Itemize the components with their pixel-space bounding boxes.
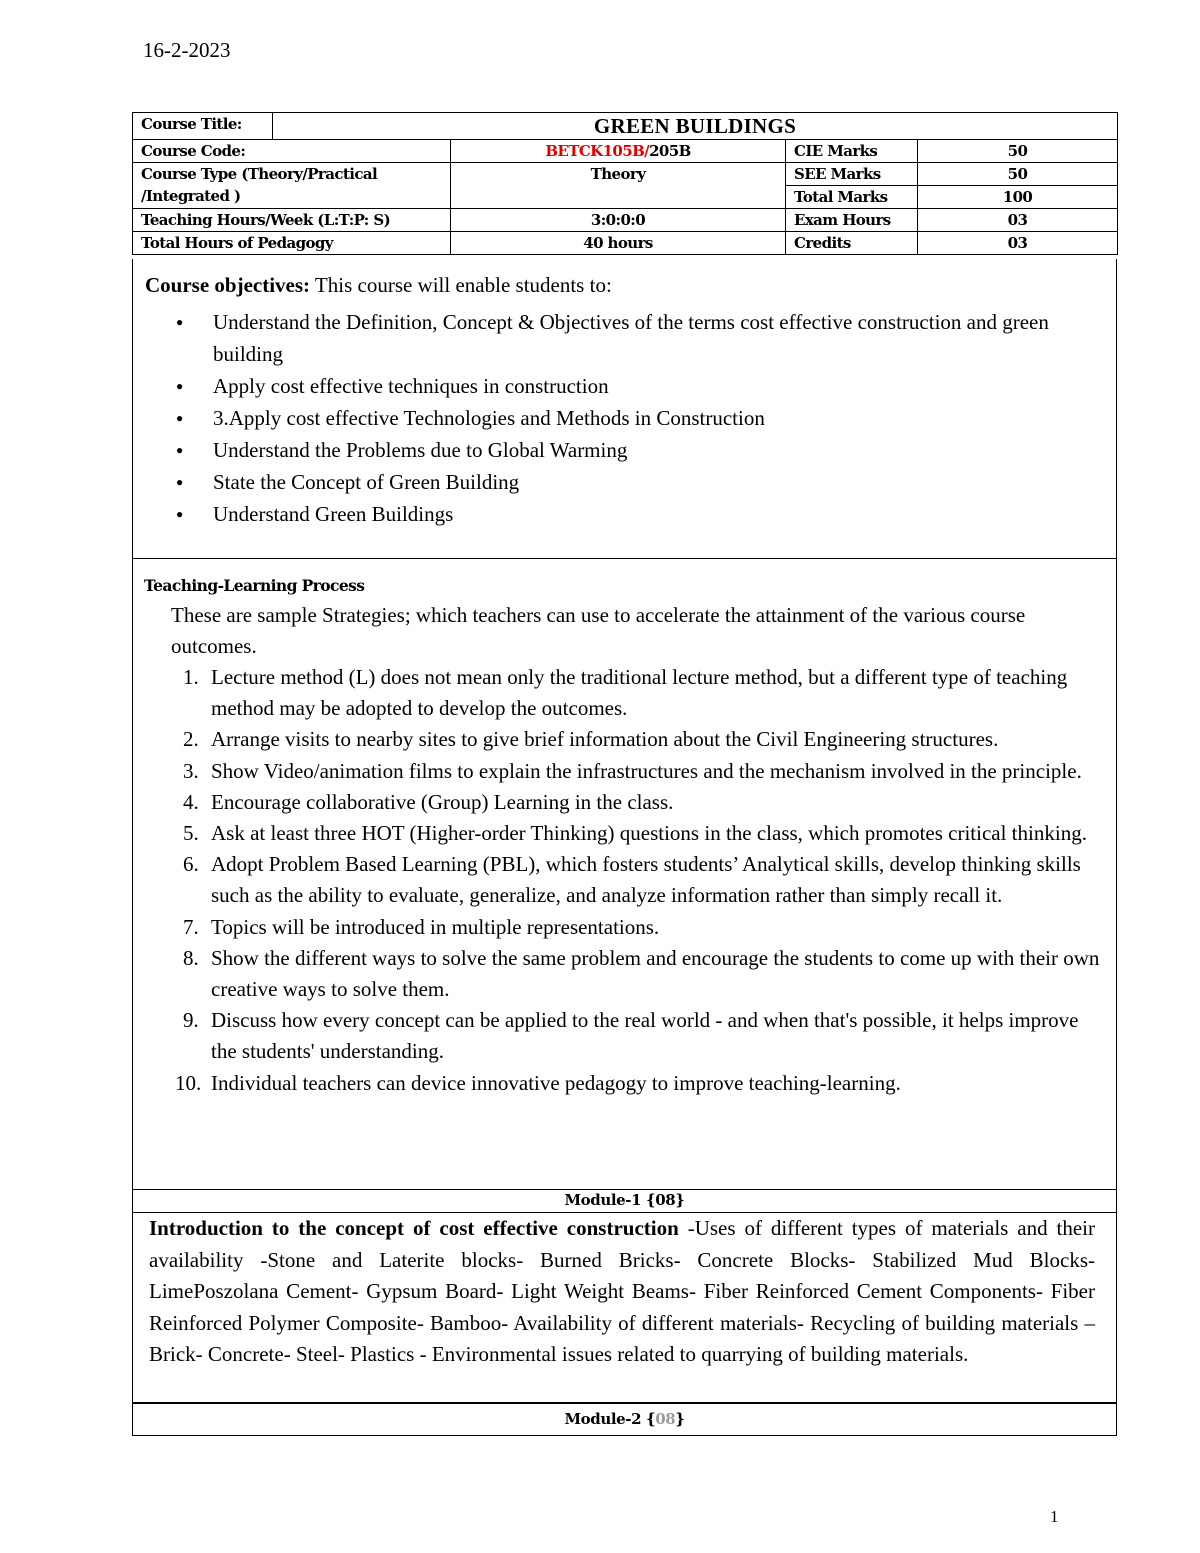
strategy-number: 4. — [183, 789, 199, 814]
credits-value: 03 — [918, 232, 1118, 255]
module-2-hours: 08 — [655, 1410, 676, 1428]
strategy-text: Lecture method (L) does not mean only the traditional lecture method, but a different type of teaching method may be adopted to develop the outcomes. — [211, 665, 1068, 721]
strategy-text: Arrange visits to nearby sites to give brief information about the Civil Engineering structures. — [211, 727, 999, 752]
course-title-label: Course Title: — [133, 113, 273, 140]
page-number: 1 — [1050, 1507, 1059, 1526]
strategy-text: Individual teachers can device innovative pedagogy to improve teaching-learning. — [211, 1070, 901, 1095]
strategy-item — [183, 1005, 1101, 1067]
objective-item: ● Understand the Problems due to Global Warming — [145, 434, 1093, 466]
strategy-number: 5. — [183, 821, 199, 846]
module-2-heading — [132, 1402, 1117, 1436]
page-date: 16-2-2023 — [143, 38, 231, 62]
strategy-text: Topics will be introduced in multiple representations. — [211, 914, 660, 939]
strategy-number: 3. — [183, 758, 199, 783]
strategy-number: 1. — [183, 665, 199, 689]
teaching-learning-heading: Teaching-Learning Process — [144, 576, 365, 595]
strategy-number: 10. — [175, 1070, 202, 1095]
strategy-text: Show the different ways to solve the same problem and encourage the students to come up with their own creative ways to solve them. — [211, 945, 1100, 1002]
strategy-number: 9. — [183, 1008, 199, 1033]
credits-label: Credits — [786, 232, 918, 255]
strategy-item — [183, 662, 1101, 724]
cie-marks-value: 50 — [918, 140, 1118, 163]
pedagogy-value: 40 hours — [451, 232, 786, 255]
course-title: GREEN BUILDINGS — [273, 113, 1118, 140]
course-code-alt: 205B — [649, 142, 691, 160]
exam-hours-value: 03 — [918, 209, 1118, 232]
objective-item: ● Understand the Definition, Concept & Objectives of the terms cost effective construction and green building — [145, 306, 1093, 370]
see-marks-label: SEE Marks — [786, 163, 918, 186]
teaching-strategies-list — [175, 662, 1101, 1099]
course-info-table — [132, 112, 1118, 255]
objectives-list — [145, 306, 1093, 530]
strategy-number: 6. — [183, 852, 199, 877]
strategy-item — [183, 849, 1101, 911]
strategy-text: Encourage collaborative (Group) Learning in the class. — [211, 789, 674, 814]
strategy-number: 2. — [183, 727, 199, 752]
objective-item: ● Apply cost effective techniques in construction — [145, 370, 1093, 402]
module-1-heading: Module-1 {08} — [132, 1189, 1117, 1213]
strategy-item — [183, 943, 1101, 1005]
strategy-item — [183, 818, 1101, 849]
module-1-body: -Uses of different types of materials and their availability -Stone and Laterite blocks- Burned Bricks- Concrete Blocks- Stabilized Mud Blocks- LimePoszolana Cement- Gypsum Board- Light Weight Beams- Fiber Reinforced Cement Components- Fiber Reinforced Polymer Composite- Bamboo- Availability of different materials- Recycling of building materials – Brick- Concrete- Steel- Plastics - Environmental issues related to quarrying of building materials. — [149, 1216, 1095, 1366]
total-marks-value: 100 — [918, 186, 1118, 209]
strategy-item — [183, 724, 1101, 755]
course-type-value: Theory — [451, 163, 786, 209]
teaching-hours-label: Teaching Hours/Week (L:T:P: S) — [133, 209, 451, 232]
strategy-item — [183, 756, 1101, 787]
course-objectives-section — [132, 259, 1117, 559]
see-marks-value: 50 — [918, 163, 1118, 186]
module-2-label: Module-2 { — [564, 1410, 656, 1428]
module-1-text — [149, 1213, 1095, 1371]
strategy-text: Show Video/animation films to explain the infrastructures and the mechanism involved in the principle. — [211, 758, 1082, 783]
strategy-text: Adopt Problem Based Learning (PBL), which fosters students’ Analytical skills, develop thinking skills such as the ability to evaluate, generalize, and analyze information rather than simply recall it. — [211, 852, 1081, 908]
strategy-item — [183, 912, 1101, 943]
pedagogy-label: Total Hours of Pedagogy — [133, 232, 451, 255]
course-type-label: Course Type (Theory/Practical /Integrated ) — [133, 163, 451, 209]
objectives-intro: This course will enable students to: — [310, 273, 612, 297]
strategy-text: Ask at least three HOT (Higher-order Thinking) questions in the class, which promotes critical thinking. — [211, 821, 1087, 846]
strategy-number: 8. — [183, 945, 199, 970]
objective-item: ● Understand Green Buildings — [145, 498, 1093, 530]
objective-item: ● 3.Apply cost effective Technologies and Methods in Construction — [145, 402, 1093, 434]
cie-marks-label: CIE Marks — [786, 140, 918, 163]
objective-item: ● State the Concept of Green Building — [145, 466, 1093, 498]
strategy-item — [175, 1068, 1101, 1099]
total-marks-label: Total Marks — [786, 186, 918, 209]
course-code-primary: BETCK105B/ — [545, 142, 650, 160]
teaching-hours-value: 3:0:0:0 — [451, 209, 786, 232]
strategy-number: 7. — [183, 914, 199, 939]
course-code-label: Course Code: — [133, 140, 451, 163]
strategy-text: Discuss how every concept can be applied to the real world - and when that's possible, it helps improve the students' understanding. — [211, 1008, 1079, 1064]
teaching-learning-section — [132, 558, 1117, 1190]
module-1-content — [132, 1212, 1117, 1404]
teaching-learning-intro: These are sample Strategies; which teachers can use to accelerate the attainment of the various course outcomes. — [171, 603, 1026, 658]
module-1-lead: Introduction to the concept of cost effective construction — [149, 1216, 679, 1240]
course-code — [451, 140, 786, 163]
objectives-heading-label: Course objectives: — [145, 273, 311, 297]
objectives-heading — [145, 273, 612, 298]
exam-hours-label: Exam Hours — [786, 209, 918, 232]
strategy-item — [183, 787, 1101, 818]
module-2-brace: } — [675, 1410, 685, 1428]
